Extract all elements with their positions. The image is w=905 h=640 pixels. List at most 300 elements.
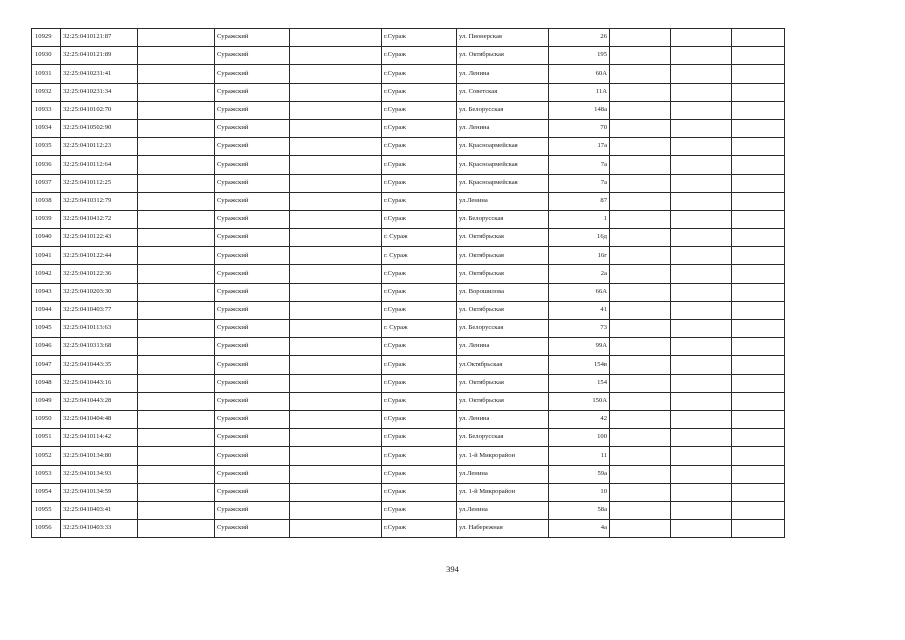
empty-cell — [290, 483, 382, 501]
empty-cell — [610, 501, 671, 519]
district-cell: Суражский — [215, 47, 290, 65]
empty-cell — [290, 29, 382, 47]
house-number-cell: 7а — [549, 156, 610, 174]
city-cell: г.Сураж — [382, 392, 457, 410]
empty-cell — [290, 465, 382, 483]
cadastral-number-cell: 32:25:0410112:23 — [61, 138, 138, 156]
city-cell: г.Сураж — [382, 283, 457, 301]
empty-cell — [290, 447, 382, 465]
district-cell: Суражский — [215, 501, 290, 519]
city-cell: г. Сураж — [382, 320, 457, 338]
empty-cell — [290, 338, 382, 356]
empty-cell — [732, 119, 785, 137]
district-cell: Суражский — [215, 338, 290, 356]
empty-cell — [732, 356, 785, 374]
city-cell: г.Сураж — [382, 83, 457, 101]
empty-cell — [290, 265, 382, 283]
empty-cell — [610, 283, 671, 301]
district-cell: Суражский — [215, 65, 290, 83]
empty-cell — [138, 410, 215, 428]
row-number-cell: 10930 — [32, 47, 61, 65]
district-cell: Суражский — [215, 410, 290, 428]
empty-cell — [610, 210, 671, 228]
empty-cell — [732, 465, 785, 483]
row-number-cell: 10942 — [32, 265, 61, 283]
empty-cell — [671, 283, 732, 301]
house-number-cell: 1 — [549, 210, 610, 228]
empty-cell — [671, 47, 732, 65]
district-cell: Суражский — [215, 320, 290, 338]
city-cell: г.Сураж — [382, 192, 457, 210]
empty-cell — [138, 119, 215, 137]
row-number-cell: 10956 — [32, 520, 61, 538]
empty-cell — [290, 210, 382, 228]
empty-cell — [671, 65, 732, 83]
empty-cell — [138, 338, 215, 356]
empty-cell — [138, 156, 215, 174]
empty-cell — [671, 247, 732, 265]
cadastral-number-cell: 32:25:0410114:42 — [61, 429, 138, 447]
empty-cell — [138, 229, 215, 247]
empty-cell — [610, 156, 671, 174]
city-cell: г.Сураж — [382, 210, 457, 228]
house-number-cell: 26 — [549, 29, 610, 47]
empty-cell — [671, 83, 732, 101]
house-number-cell: 17а — [549, 138, 610, 156]
table-row — [32, 138, 785, 156]
table-row — [32, 83, 785, 101]
row-number-cell: 10932 — [32, 83, 61, 101]
empty-cell — [290, 320, 382, 338]
empty-cell — [138, 283, 215, 301]
empty-cell — [732, 447, 785, 465]
house-number-cell: 100 — [549, 429, 610, 447]
city-cell: г.Сураж — [382, 265, 457, 283]
empty-cell — [671, 410, 732, 428]
cadastral-number-cell: 32:25:0410412:72 — [61, 210, 138, 228]
table-row — [32, 265, 785, 283]
house-number-cell: 42 — [549, 410, 610, 428]
table-row — [32, 501, 785, 519]
table-row — [32, 392, 785, 410]
table-row — [32, 101, 785, 119]
street-cell: ул.Ленина — [457, 465, 549, 483]
table-row — [32, 174, 785, 192]
empty-cell — [732, 29, 785, 47]
empty-cell — [290, 101, 382, 119]
empty-cell — [610, 174, 671, 192]
street-cell: ул. Белорусская — [457, 320, 549, 338]
district-cell: Суражский — [215, 429, 290, 447]
empty-cell — [138, 210, 215, 228]
empty-cell — [671, 392, 732, 410]
street-cell: ул. Октябрьская — [457, 229, 549, 247]
cadastral-number-cell: 32:25:0410443:35 — [61, 356, 138, 374]
table-row — [32, 301, 785, 319]
street-cell: ул. Белорусская — [457, 429, 549, 447]
registry-table-body — [32, 29, 785, 538]
cadastral-number-cell: 32:25:0410121:87 — [61, 29, 138, 47]
house-number-cell: 154 — [549, 374, 610, 392]
city-cell: г.Сураж — [382, 356, 457, 374]
district-cell: Суражский — [215, 138, 290, 156]
district-cell: Суражский — [215, 229, 290, 247]
house-number-cell: 99А — [549, 338, 610, 356]
table-row — [32, 447, 785, 465]
house-number-cell: 4а — [549, 520, 610, 538]
house-number-cell: 16д — [549, 229, 610, 247]
row-number-cell: 10931 — [32, 65, 61, 83]
empty-cell — [671, 301, 732, 319]
city-cell: г. Сураж — [382, 229, 457, 247]
empty-cell — [138, 301, 215, 319]
cadastral-number-cell: 32:25:0410134:80 — [61, 447, 138, 465]
street-cell: ул. Красноармейская — [457, 174, 549, 192]
empty-cell — [138, 47, 215, 65]
empty-cell — [138, 29, 215, 47]
table-row — [32, 210, 785, 228]
street-cell: ул. Октябрьская — [457, 374, 549, 392]
cadastral-number-cell: 32:25:0410443:28 — [61, 392, 138, 410]
table-row — [32, 356, 785, 374]
table-row — [32, 47, 785, 65]
empty-cell — [671, 229, 732, 247]
empty-cell — [671, 210, 732, 228]
house-number-cell: 154в — [549, 356, 610, 374]
street-cell: ул.Ленина — [457, 501, 549, 519]
empty-cell — [610, 520, 671, 538]
house-number-cell: 148а — [549, 101, 610, 119]
empty-cell — [290, 429, 382, 447]
empty-cell — [290, 229, 382, 247]
empty-cell — [732, 247, 785, 265]
empty-cell — [671, 501, 732, 519]
street-cell: ул.Ленина — [457, 192, 549, 210]
empty-cell — [732, 374, 785, 392]
row-number-cell: 10946 — [32, 338, 61, 356]
empty-cell — [610, 247, 671, 265]
table-row — [32, 119, 785, 137]
empty-cell — [610, 119, 671, 137]
empty-cell — [610, 465, 671, 483]
empty-cell — [610, 483, 671, 501]
empty-cell — [671, 265, 732, 283]
table-row — [32, 374, 785, 392]
district-cell: Суражский — [215, 29, 290, 47]
cadastral-number-cell: 32:25:0410102:70 — [61, 101, 138, 119]
row-number-cell: 10940 — [32, 229, 61, 247]
row-number-cell: 10947 — [32, 356, 61, 374]
house-number-cell: 87 — [549, 192, 610, 210]
empty-cell — [290, 410, 382, 428]
cadastral-number-cell: 32:25:0410312:79 — [61, 192, 138, 210]
district-cell: Суражский — [215, 174, 290, 192]
district-cell: Суражский — [215, 247, 290, 265]
street-cell: ул. Белорусская — [457, 210, 549, 228]
district-cell: Суражский — [215, 283, 290, 301]
empty-cell — [732, 192, 785, 210]
empty-cell — [290, 247, 382, 265]
table-row — [32, 465, 785, 483]
district-cell: Суражский — [215, 392, 290, 410]
house-number-cell: 150А — [549, 392, 610, 410]
city-cell: г.Сураж — [382, 501, 457, 519]
empty-cell — [671, 447, 732, 465]
empty-cell — [138, 265, 215, 283]
house-number-cell: 11 — [549, 447, 610, 465]
row-number-cell: 10954 — [32, 483, 61, 501]
empty-cell — [671, 29, 732, 47]
empty-cell — [671, 356, 732, 374]
empty-cell — [138, 356, 215, 374]
empty-cell — [138, 447, 215, 465]
street-cell: ул. Красноармейская — [457, 138, 549, 156]
empty-cell — [610, 374, 671, 392]
empty-cell — [732, 156, 785, 174]
cadastral-number-cell: 32:25:0410403:77 — [61, 301, 138, 319]
district-cell: Суражский — [215, 483, 290, 501]
cadastral-number-cell: 32:25:0410313:68 — [61, 338, 138, 356]
empty-cell — [671, 374, 732, 392]
table-row — [32, 283, 785, 301]
city-cell: г.Сураж — [382, 174, 457, 192]
empty-cell — [610, 429, 671, 447]
empty-cell — [610, 192, 671, 210]
cadastral-number-cell: 32:25:0410134:93 — [61, 465, 138, 483]
empty-cell — [671, 320, 732, 338]
city-cell: г. Сураж — [382, 247, 457, 265]
empty-cell — [138, 501, 215, 519]
empty-cell — [610, 320, 671, 338]
city-cell: г.Сураж — [382, 29, 457, 47]
empty-cell — [290, 356, 382, 374]
street-cell: ул. 1-й Микрорайон — [457, 447, 549, 465]
empty-cell — [671, 101, 732, 119]
empty-cell — [610, 138, 671, 156]
city-cell: г.Сураж — [382, 465, 457, 483]
cadastral-number-cell: 32:25:0410502:90 — [61, 119, 138, 137]
table-row — [32, 520, 785, 538]
empty-cell — [290, 520, 382, 538]
table-row — [32, 338, 785, 356]
row-number-cell: 10943 — [32, 283, 61, 301]
empty-cell — [671, 119, 732, 137]
empty-cell — [732, 47, 785, 65]
row-number-cell: 10941 — [32, 247, 61, 265]
page-number: 394 — [446, 564, 459, 574]
empty-cell — [732, 65, 785, 83]
city-cell: г.Сураж — [382, 520, 457, 538]
empty-cell — [290, 47, 382, 65]
street-cell: ул. Октябрьская — [457, 392, 549, 410]
city-cell: г.Сураж — [382, 47, 457, 65]
row-number-cell: 10936 — [32, 156, 61, 174]
empty-cell — [671, 483, 732, 501]
empty-cell — [732, 174, 785, 192]
table-row — [32, 156, 785, 174]
street-cell: ул. Ленина — [457, 65, 549, 83]
empty-cell — [610, 83, 671, 101]
empty-cell — [732, 429, 785, 447]
empty-cell — [290, 374, 382, 392]
row-number-cell: 10953 — [32, 465, 61, 483]
empty-cell — [610, 265, 671, 283]
district-cell: Суражский — [215, 210, 290, 228]
district-cell: Суражский — [215, 356, 290, 374]
empty-cell — [610, 392, 671, 410]
district-cell: Суражский — [215, 447, 290, 465]
row-number-cell: 10950 — [32, 410, 61, 428]
empty-cell — [671, 338, 732, 356]
empty-cell — [610, 447, 671, 465]
empty-cell — [671, 138, 732, 156]
cadastral-number-cell: 32:25:0410122:44 — [61, 247, 138, 265]
empty-cell — [290, 301, 382, 319]
empty-cell — [138, 465, 215, 483]
row-number-cell: 10944 — [32, 301, 61, 319]
empty-cell — [290, 83, 382, 101]
cadastral-number-cell: 32:25:0410134:59 — [61, 483, 138, 501]
street-cell: ул. Пионерская — [457, 29, 549, 47]
house-number-cell: 58а — [549, 501, 610, 519]
empty-cell — [732, 229, 785, 247]
empty-cell — [138, 101, 215, 119]
table-row — [32, 429, 785, 447]
empty-cell — [671, 156, 732, 174]
street-cell: ул. Октябрьская — [457, 301, 549, 319]
empty-cell — [138, 138, 215, 156]
empty-cell — [732, 392, 785, 410]
street-cell: ул. Октябрьская — [457, 247, 549, 265]
empty-cell — [290, 501, 382, 519]
district-cell: Суражский — [215, 119, 290, 137]
city-cell: г.Сураж — [382, 119, 457, 137]
house-number-cell: 73 — [549, 320, 610, 338]
empty-cell — [732, 83, 785, 101]
empty-cell — [290, 119, 382, 137]
empty-cell — [138, 83, 215, 101]
table-row — [32, 483, 785, 501]
street-cell: ул. Октябрьская — [457, 47, 549, 65]
empty-cell — [732, 101, 785, 119]
cadastral-number-cell: 32:25:0410443:16 — [61, 374, 138, 392]
row-number-cell: 10934 — [32, 119, 61, 137]
city-cell: г.Сураж — [382, 65, 457, 83]
cadastral-number-cell: 32:25:0410122:43 — [61, 229, 138, 247]
row-number-cell: 10952 — [32, 447, 61, 465]
district-cell: Суражский — [215, 101, 290, 119]
empty-cell — [138, 483, 215, 501]
cadastral-number-cell: 32:25:0410404:48 — [61, 410, 138, 428]
district-cell: Суражский — [215, 520, 290, 538]
empty-cell — [290, 283, 382, 301]
row-number-cell: 10951 — [32, 429, 61, 447]
street-cell: ул. Ленина — [457, 119, 549, 137]
empty-cell — [138, 192, 215, 210]
cadastral-number-cell: 32:25:0410403:41 — [61, 501, 138, 519]
house-number-cell: 10 — [549, 483, 610, 501]
district-cell: Суражский — [215, 465, 290, 483]
empty-cell — [732, 320, 785, 338]
empty-cell — [732, 410, 785, 428]
empty-cell — [138, 374, 215, 392]
row-number-cell: 10945 — [32, 320, 61, 338]
district-cell: Суражский — [215, 374, 290, 392]
street-cell: ул. Ленина — [457, 410, 549, 428]
cadastral-number-cell: 32:25:0410403:33 — [61, 520, 138, 538]
row-number-cell: 10949 — [32, 392, 61, 410]
empty-cell — [671, 174, 732, 192]
city-cell: г.Сураж — [382, 483, 457, 501]
registry-table — [31, 28, 785, 538]
district-cell: Суражский — [215, 265, 290, 283]
empty-cell — [138, 320, 215, 338]
cadastral-number-cell: 32:25:0410231:41 — [61, 65, 138, 83]
empty-cell — [610, 356, 671, 374]
house-number-cell: 41 — [549, 301, 610, 319]
house-number-cell: 70 — [549, 119, 610, 137]
street-cell: ул. Советская — [457, 83, 549, 101]
cadastral-number-cell: 32:25:0410121:89 — [61, 47, 138, 65]
empty-cell — [138, 429, 215, 447]
cadastral-number-cell: 32:25:0410203:30 — [61, 283, 138, 301]
empty-cell — [671, 429, 732, 447]
cadastral-number-cell: 32:25:0410122:36 — [61, 265, 138, 283]
row-number-cell: 10939 — [32, 210, 61, 228]
city-cell: г.Сураж — [382, 338, 457, 356]
empty-cell — [138, 392, 215, 410]
row-number-cell: 10938 — [32, 192, 61, 210]
city-cell: г.Сураж — [382, 447, 457, 465]
street-cell: ул. Белорусская — [457, 101, 549, 119]
empty-cell — [290, 138, 382, 156]
district-cell: Суражский — [215, 156, 290, 174]
empty-cell — [732, 520, 785, 538]
district-cell: Суражский — [215, 192, 290, 210]
city-cell: г.Сураж — [382, 101, 457, 119]
house-number-cell: 60А — [549, 65, 610, 83]
table-row — [32, 320, 785, 338]
street-cell: ул. Красноармейская — [457, 156, 549, 174]
empty-cell — [732, 483, 785, 501]
row-number-cell: 10937 — [32, 174, 61, 192]
house-number-cell: 11А — [549, 83, 610, 101]
empty-cell — [610, 410, 671, 428]
city-cell: г.Сураж — [382, 410, 457, 428]
row-number-cell: 10933 — [32, 101, 61, 119]
table-row — [32, 247, 785, 265]
house-number-cell: 66А — [549, 283, 610, 301]
empty-cell — [290, 65, 382, 83]
cadastral-number-cell: 32:25:0410113:63 — [61, 320, 138, 338]
empty-cell — [290, 156, 382, 174]
empty-cell — [290, 192, 382, 210]
empty-cell — [732, 138, 785, 156]
empty-cell — [732, 210, 785, 228]
house-number-cell: 2а — [549, 265, 610, 283]
street-cell: ул. Октябрьская — [457, 265, 549, 283]
row-number-cell: 10948 — [32, 374, 61, 392]
empty-cell — [732, 265, 785, 283]
city-cell: г.Сураж — [382, 138, 457, 156]
table-row — [32, 229, 785, 247]
street-cell: ул. Набережная — [457, 520, 549, 538]
empty-cell — [671, 192, 732, 210]
empty-cell — [610, 338, 671, 356]
cadastral-number-cell: 32:25:0410231:34 — [61, 83, 138, 101]
empty-cell — [610, 101, 671, 119]
empty-cell — [138, 247, 215, 265]
